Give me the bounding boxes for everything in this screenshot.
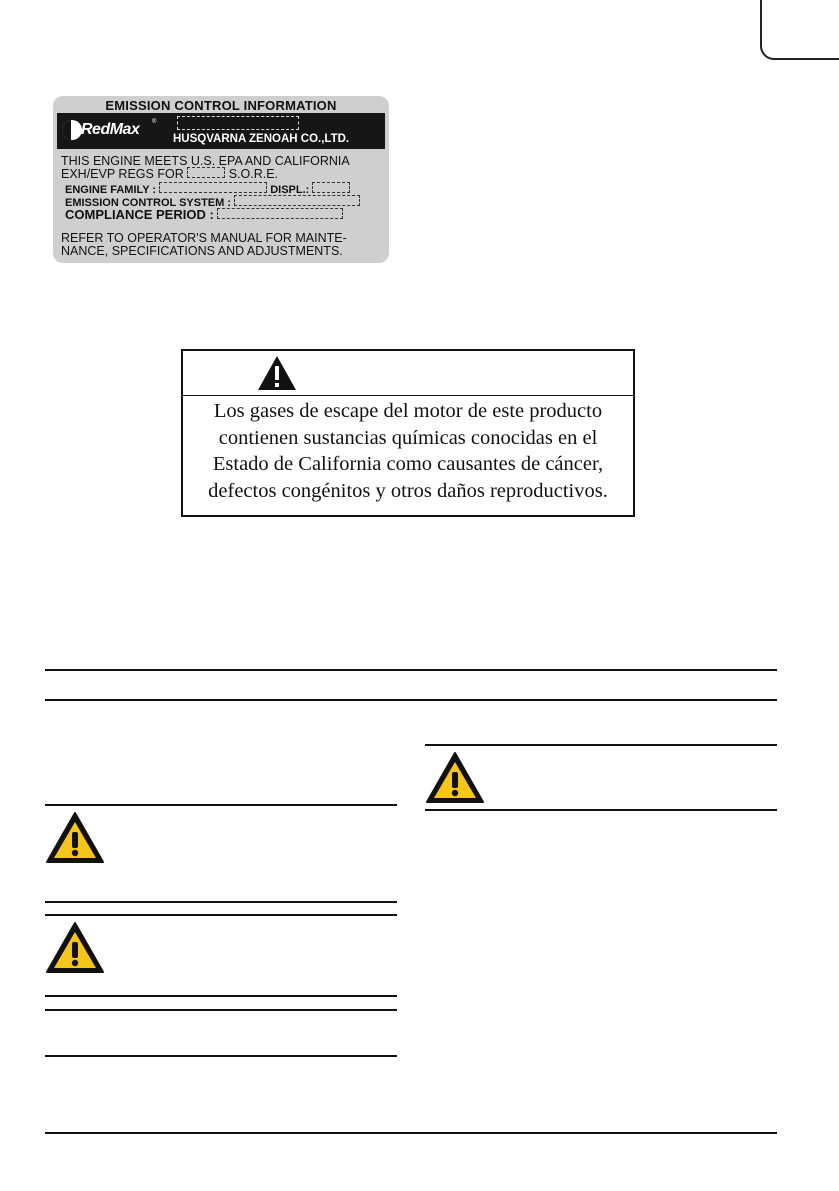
left-warning2-rule-top [45,914,397,916]
emission-system-field-box [234,195,360,206]
refer-line-1: REFER TO OPERATOR'S MANUAL FOR MAINTE- [61,231,347,245]
left-warning2-rule-bottom [45,995,397,997]
thumb-index-tab [760,0,839,60]
model-field-box [177,116,299,130]
warning-line-2: contienen sustancias químicas conocidas en el [218,426,598,449]
warning-triangle-icon [257,355,297,391]
section-rule-top [45,669,777,671]
engine-family-field-box [159,182,267,193]
left-note-rule-top [45,1009,397,1011]
compliance-label: COMPLIANCE PERIOD : [65,207,214,222]
footer-rule [45,1132,777,1134]
warning-triangle-yellow-icon [45,811,105,864]
displ-label: DISPL.: [270,184,310,196]
displ-field-box [312,182,350,193]
emission-control-label [53,96,389,263]
left-warning1-rule-top [45,804,397,806]
epa-compliance-line: THIS ENGINE MEETS U.S. EPA AND CALIFORNIA [61,154,350,168]
section-rule-second [45,699,777,701]
warning-triangle-yellow-icon [425,751,485,804]
right-warning-rule-top [425,744,777,746]
warning-line-3: Estado de California como causantes de cáncer, [212,453,604,475]
compliance-line [65,208,343,221]
regs-line [61,167,278,181]
redmax-brand-text: RedMax [81,121,140,138]
left-warning1-rule-bottom [45,901,397,903]
compliance-field-box [217,208,343,219]
california-warning-box [181,349,635,517]
warning-box-text [183,398,633,504]
emission-system-label: EMISSION CONTROL SYSTEM : [65,197,232,209]
engine-family-label: ENGINE FAMILY : [65,184,157,196]
manufacturer-name: HUSQVARNA ZENOAH CO.,LTD. [173,133,350,145]
redmax-registered-mark: ® [152,119,157,125]
warning-box-header [183,351,633,396]
regs-field-box [187,167,225,178]
redmax-circle-logo-icon [61,119,83,141]
regs-line-suffix: S.O.R.E. [228,167,279,181]
warning-line-1: Los gases de escape del motor de este producto [213,400,603,422]
emission-label-brand-bar [57,113,385,149]
warning-triangle-yellow-icon [45,921,105,974]
left-note-rule-bottom [45,1055,397,1057]
right-warning-rule-bottom [425,809,777,811]
regs-line-prefix: EXH/EVP REGS FOR [61,167,184,181]
warning-line-4: defectos congénitos y otros daños reproductivos. [208,479,608,502]
refer-line-2: NANCE, SPECIFICATIONS AND ADJUSTMENTS. [61,244,343,258]
emission-label-title: EMISSION CONTROL INFORMATION [105,98,337,113]
